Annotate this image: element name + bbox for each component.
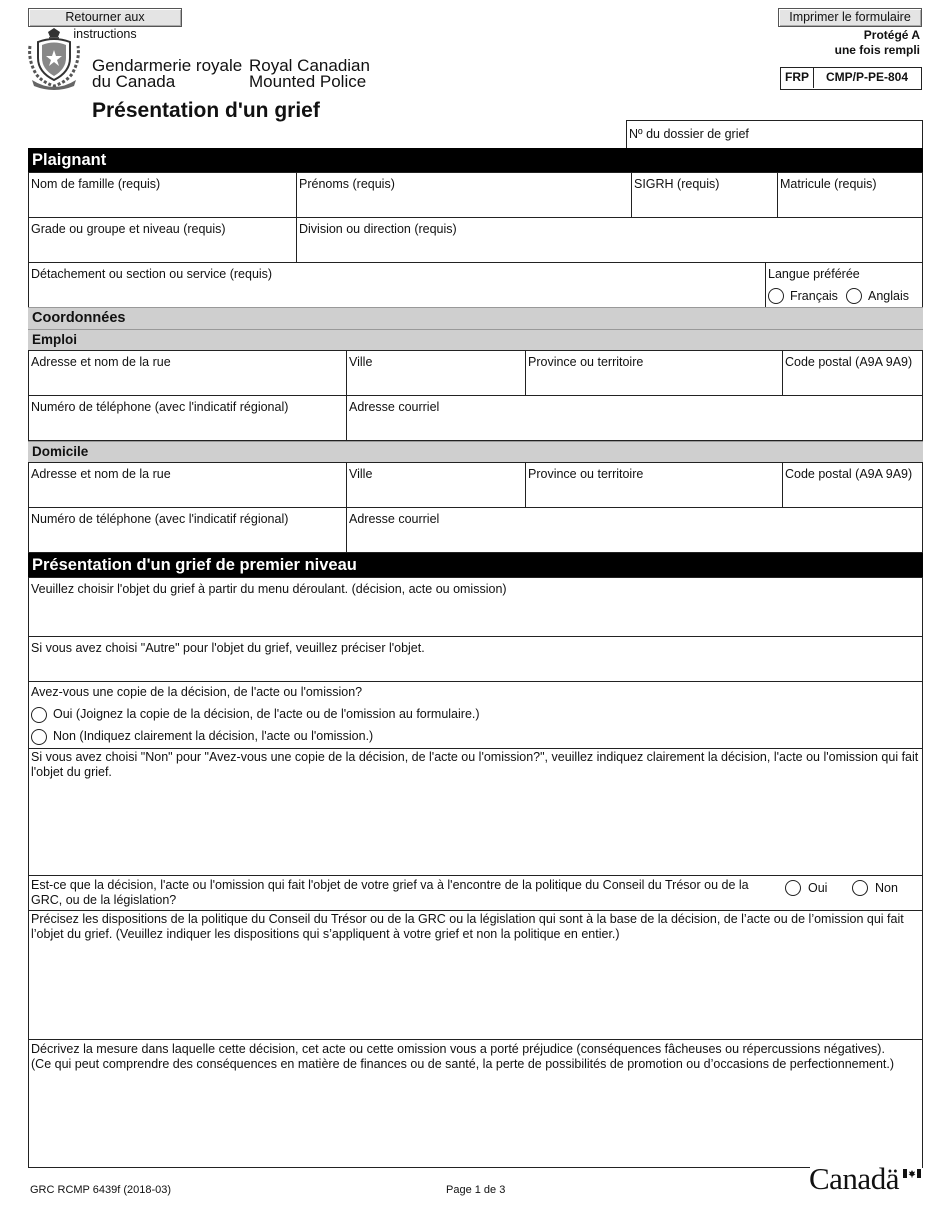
- copy-no-radio[interactable]: [31, 729, 47, 745]
- other-subject-label: Si vous avez choisi "Autre" pour l'objet du grief, veuillez préciser l'objet.: [31, 641, 425, 655]
- home-email-field[interactable]: [346, 507, 923, 553]
- copy-yes-radio[interactable]: [31, 707, 47, 723]
- section-header-complainant: Plaignant: [28, 148, 923, 172]
- first-names-label: Prénoms (requis): [299, 177, 395, 191]
- prejudice-line1-label: Décrivez la mesure dans laquelle cette décision, cet acte ou cette omission vous a porté préjudice (conséquences fâcheuses ou répercussions négatives).: [31, 1042, 885, 1056]
- division-field[interactable]: [296, 217, 923, 263]
- work-postal-code-label: Code postal (A9A 9A9): [785, 355, 913, 369]
- grievance-subject-dropdown[interactable]: [28, 577, 923, 637]
- language-english-radio[interactable]: [846, 288, 862, 304]
- rank-label: Grade ou groupe et niveau (requis): [31, 222, 226, 236]
- org-name-en-line1: Royal Canadian: [249, 56, 370, 75]
- org-name-fr-line1: Gendarmerie royale: [92, 56, 243, 75]
- policy-yes-label: Oui: [808, 881, 828, 895]
- home-street-field[interactable]: [28, 462, 347, 508]
- subsection-header-home: Domicile: [28, 441, 923, 462]
- work-province-label: Province ou territoire: [528, 355, 644, 369]
- policy-no-label: Non: [875, 881, 898, 895]
- policy-provisions-field[interactable]: [28, 910, 923, 1040]
- language-label: Langue préférée: [768, 267, 860, 281]
- home-province-label: Province ou territoire: [528, 467, 644, 481]
- work-postal-code-field[interactable]: [782, 350, 923, 396]
- last-name-label: Nom de famille (requis): [31, 177, 161, 191]
- back-to-instructions-button[interactable]: Retourner aux instructions: [28, 8, 182, 27]
- language-french-label: Français: [790, 289, 838, 303]
- copy-no-label: Non (Indiquez clairement la décision, l'acte ou l'omission.): [53, 729, 374, 743]
- regimental-number-field[interactable]: [777, 172, 923, 218]
- policy-no-radio[interactable]: [852, 880, 868, 896]
- work-phone-field[interactable]: [28, 395, 347, 441]
- home-phone-field[interactable]: [28, 507, 347, 553]
- work-city-label: Ville: [349, 355, 373, 369]
- subsection-header-work: Emploi: [28, 329, 923, 350]
- first-names-field[interactable]: [296, 172, 632, 218]
- section-header-contact: Coordonnées: [28, 307, 923, 329]
- canada-wordmark: Canadä: [809, 1161, 899, 1196]
- work-province-field[interactable]: [525, 350, 783, 396]
- home-postal-code-field[interactable]: [782, 462, 923, 508]
- copy-yes-label: Oui (Joignez la copie de la décision, de l'acte ou de l'omission au formulaire.): [53, 707, 480, 721]
- work-street-field[interactable]: [28, 350, 347, 396]
- section-header-first-level: Présentation d'un grief de premier niveau: [28, 553, 923, 577]
- regimental-number-label: Matricule (requis): [780, 177, 877, 191]
- page-title: Présentation d'un grief: [92, 99, 320, 122]
- footer-form-id: GRC RCMP 6439f (2018-03): [30, 1184, 172, 1196]
- org-name-fr-line2: du Canada: [92, 72, 176, 91]
- rank-field[interactable]: [28, 217, 297, 263]
- prejudice-line2-label: (Ce qui peut comprendre des conséquences en matière de finances ou de santé, la perte de possibilités de promotion ou d’occasions de perfectionnement.): [31, 1057, 895, 1071]
- copy-question-group: [28, 681, 923, 749]
- copy-question-label: Avez-vous une copie de la décision, de l'acte ou l'omission?: [31, 685, 363, 699]
- language-preference-group: [765, 262, 923, 308]
- file-number-field[interactable]: [626, 120, 923, 149]
- form-code-number: CMP/P-PE-804: [825, 70, 909, 84]
- work-email-label: Adresse courriel: [349, 400, 440, 414]
- home-province-field[interactable]: [525, 462, 783, 508]
- work-email-field[interactable]: [346, 395, 923, 441]
- policy-yes-radio[interactable]: [785, 880, 801, 896]
- division-label: Division ou direction (requis): [299, 222, 457, 236]
- policy-provisions-label: Précisez les dispositions de la politique du Conseil du Trésor ou de la GRC ou la législation qui sont à la base de la décision, de l’acte ou de l’omission qui fait l’objet du grief. (Veuillez indiquer les dispositions qui s’appliquent à votre grief et non la politique en entier.): [31, 912, 904, 941]
- no-copy-explanation-label: Si vous avez choisi "Non" pour "Avez-vous une copie de la décision, de l'acte ou l'omission?", veuillez indiquez clairement la décision, l'acte ou l'omission qui fait l'objet du grief.: [31, 750, 919, 779]
- language-french-radio[interactable]: [768, 288, 784, 304]
- last-name-field[interactable]: [28, 172, 297, 218]
- home-street-label: Adresse et nom de la rue: [31, 467, 171, 481]
- home-postal-code-label: Code postal (A9A 9A9): [785, 467, 913, 481]
- work-city-field[interactable]: [346, 350, 526, 396]
- form-bottom-rule: [28, 1167, 810, 1168]
- home-email-label: Adresse courriel: [349, 512, 440, 526]
- rcmp-crest-icon: [26, 28, 82, 90]
- frp-label: FRP: [781, 68, 814, 88]
- home-city-field[interactable]: [346, 462, 526, 508]
- policy-question-label: Est-ce que la décision, l'acte ou l'omission qui fait l'objet de votre grief va à l'encontre de la politique du Conseil du Trésor ou de la GRC, ou de la législation?: [31, 878, 749, 907]
- org-name-en-line2: Mounted Police: [249, 72, 367, 91]
- grievance-subject-label: Veuillez choisir l'objet du grief à partir du menu déroulant. (décision, acte ou omission): [31, 582, 507, 596]
- work-street-label: Adresse et nom de la rue: [31, 355, 171, 369]
- sigrh-label: SIGRH (requis): [634, 177, 720, 191]
- file-number-label: Nº du dossier de grief: [629, 127, 749, 141]
- detachment-field[interactable]: [28, 262, 766, 308]
- language-english-label: Anglais: [868, 289, 909, 303]
- protection-level: Protégé A une fois rempli: [834, 28, 920, 57]
- sigrh-field[interactable]: [631, 172, 778, 218]
- policy-question-group: [28, 875, 923, 911]
- prejudice-description-field[interactable]: [28, 1039, 923, 1168]
- work-phone-label: Numéro de téléphone (avec l'indicatif régional): [31, 400, 289, 414]
- other-subject-field[interactable]: [28, 636, 923, 682]
- home-city-label: Ville: [349, 467, 373, 481]
- canada-flag-icon: [903, 1167, 921, 1176]
- form-code-box: [780, 67, 922, 90]
- no-copy-explanation-field[interactable]: [28, 748, 923, 876]
- home-phone-label: Numéro de téléphone (avec l'indicatif régional): [31, 512, 289, 526]
- print-form-button[interactable]: Imprimer le formulaire: [778, 8, 922, 27]
- detachment-label: Détachement ou section ou service (requis): [31, 267, 273, 281]
- footer-page-number: Page 1 de 3: [446, 1184, 506, 1196]
